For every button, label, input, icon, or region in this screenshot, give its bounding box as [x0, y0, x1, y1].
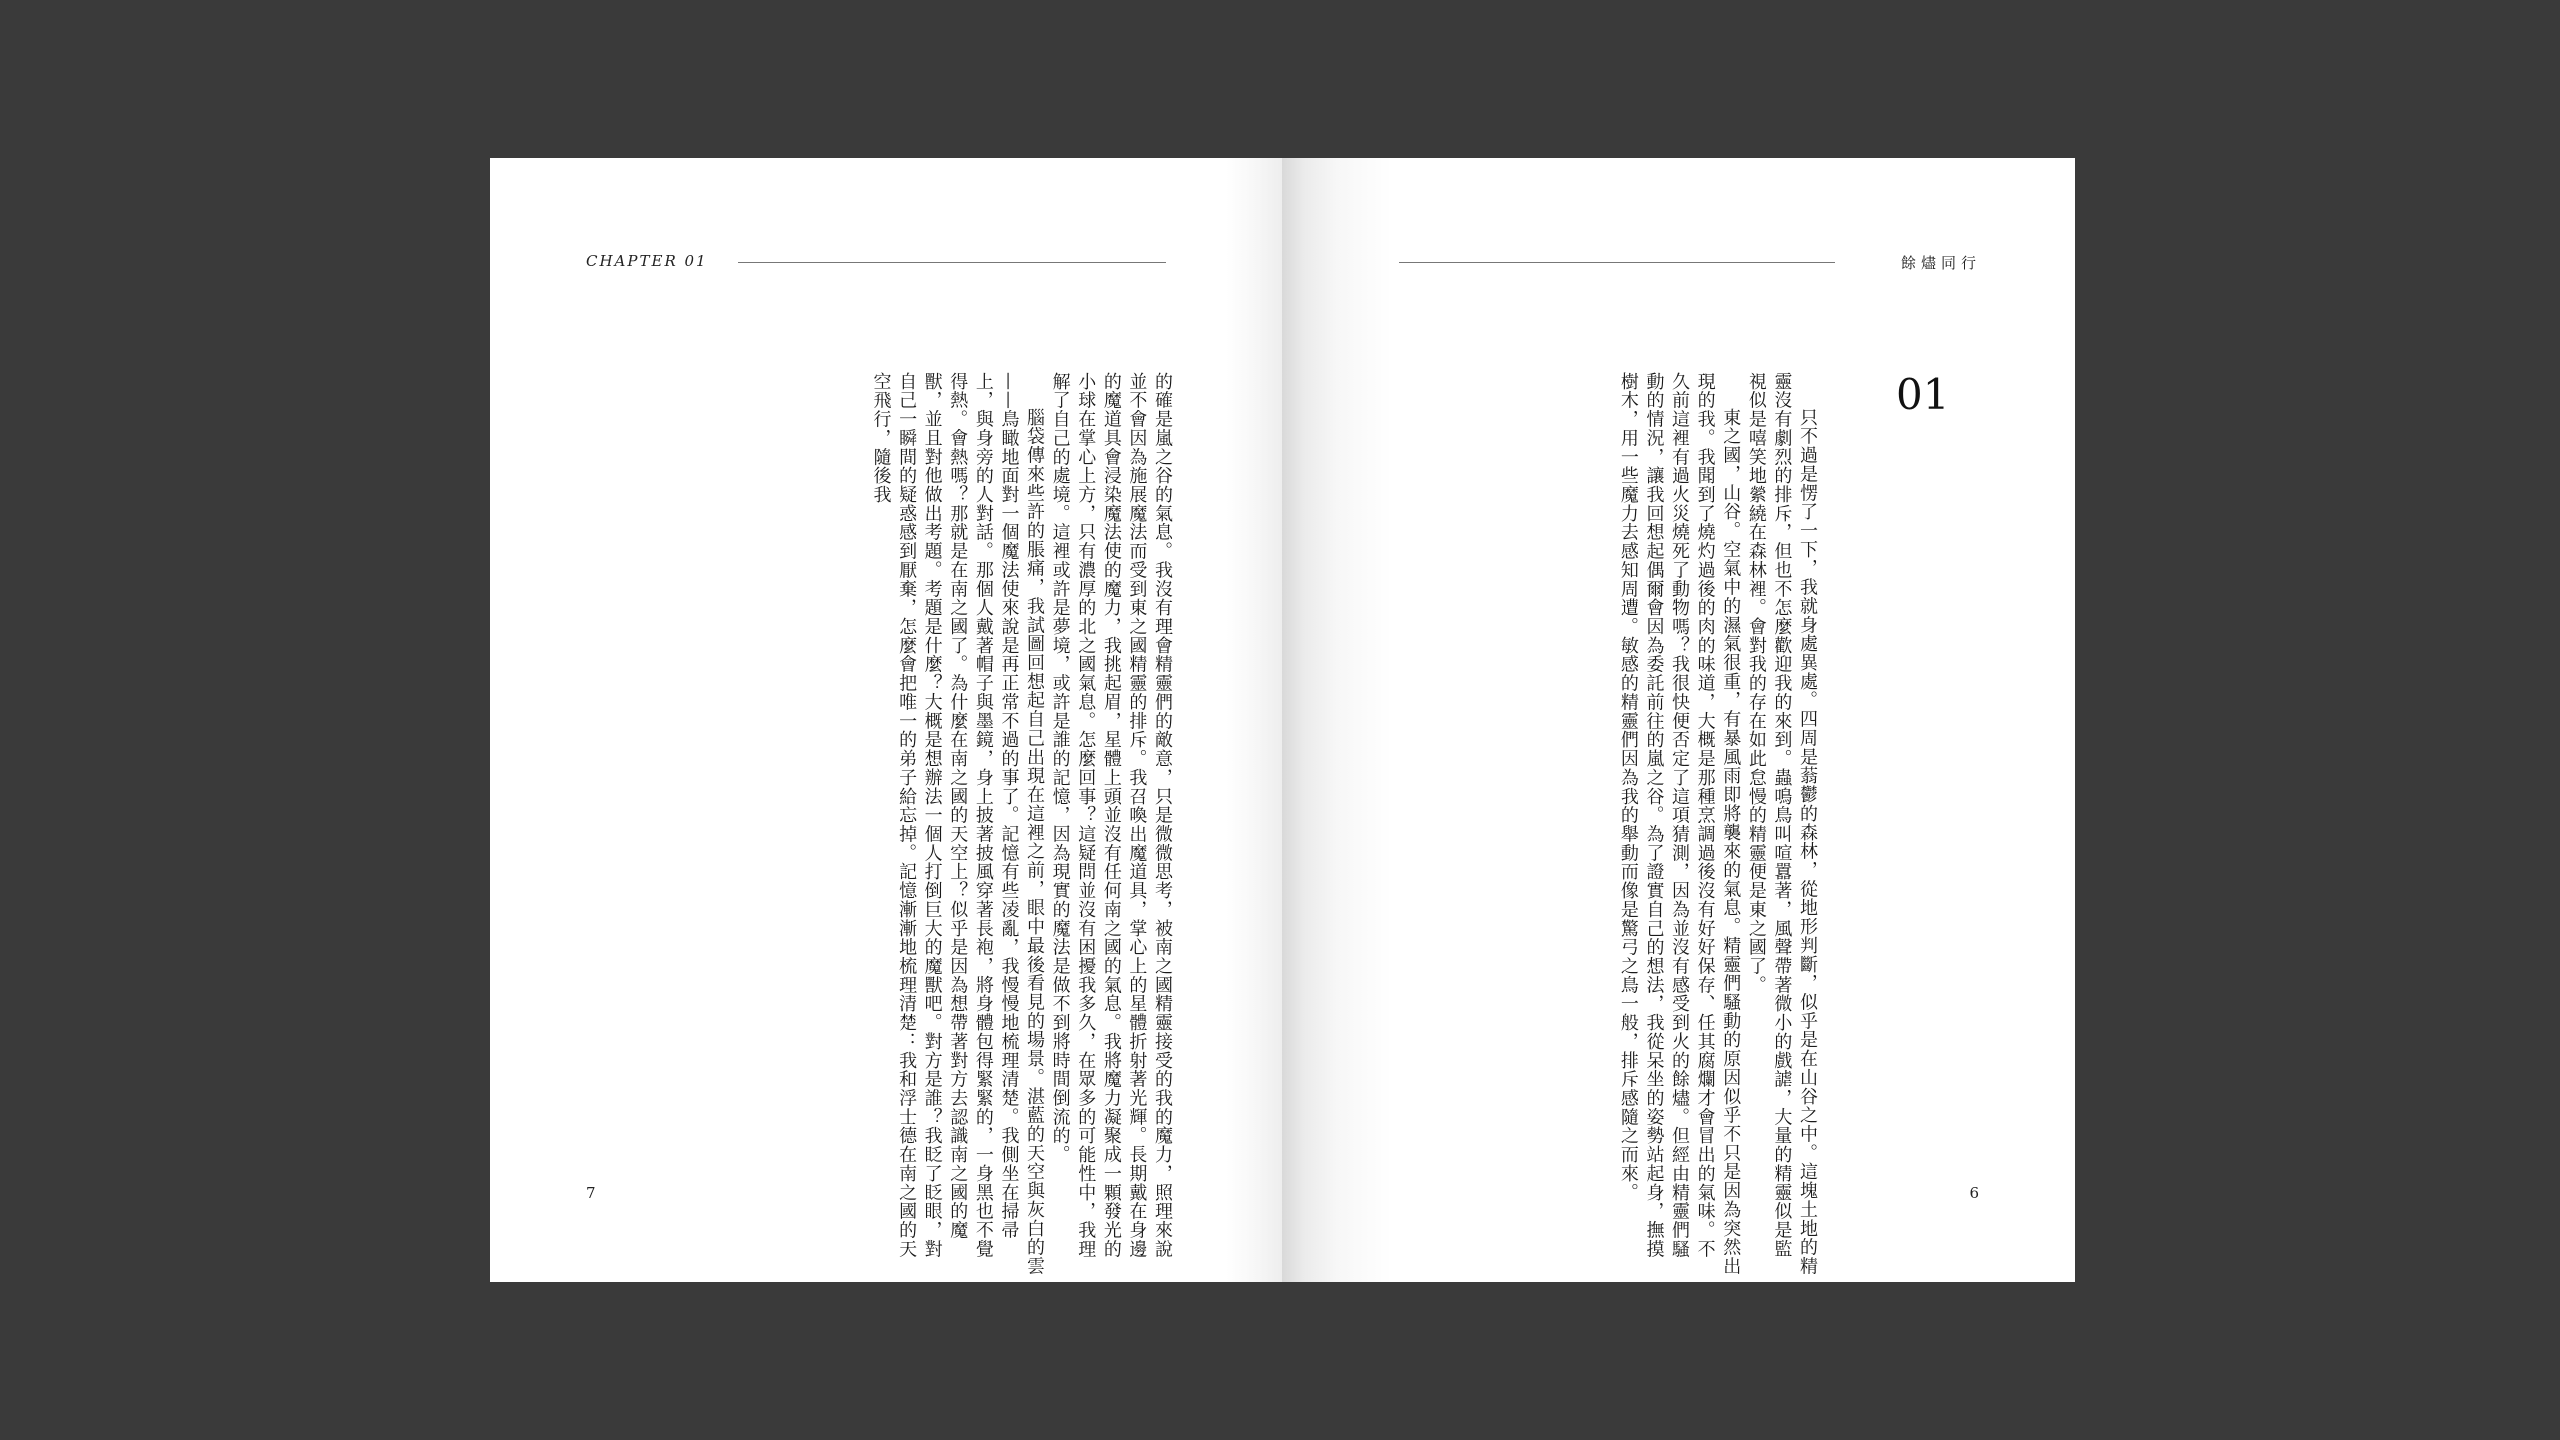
- page-number: 7: [586, 1184, 596, 1202]
- chapter-number: 01: [1896, 370, 1950, 419]
- right-page: [1282, 158, 2075, 1282]
- page-number: 6: [1969, 1184, 1979, 1202]
- book-title-running-head: 餘燼同行: [1900, 254, 1981, 272]
- body-text: [1460, 372, 1820, 1276]
- paragraph: 的確是嵐之谷的氣息。我沒有理會精靈們的敵意，只是微微思考，被南之國精靈接受的我的魔力，照理來說並不會因為施展魔法而受到東之國精靈的排斥。我召喚出魔道具，掌心上的星體折射著光輝。長期戴在身邊的魔道具會浸染魔法使的魔力，我挑起眉，星體上頭並沒有任何南之國的氣息。我將魔力凝聚成一顆發光的小球在掌心上方，只有濃厚的北之國氣息。怎麼回事？這疑問並沒有困擾我多久，在眾多的可能性中，我理解了自己的處境。這裡或許是夢境，或許是誰的記憶，因為現實的魔法是做不到將時間倒流的。: [1049, 372, 1173, 1259]
- chapter-running-head: CHAPTER 01: [586, 252, 708, 270]
- header-rule: [738, 262, 1166, 263]
- paragraph: 東之國，山谷。空氣中的濕氣很重，有暴風雨即將襲來的氣息。精靈們騷動的原因似乎不只是因為突然出現的我。我聞到了燒灼過後的肉的味道，大概是那種烹調過後沒有好好保存、任其腐爛才會冒出的氣味。不久前這裡有過火災燒死了動物嗎？我很快便否定了這項猜測，因為並沒有感受到火的餘燼。但經由精靈們騷動的情況，讓我回想起偶爾會因為委託前往的嵐之谷。為了證實自己的想法，我從呆坐的姿勢站起身，撫摸樹木，用一些魔力去感知周遭。敏感的精靈們因為我的舉動而像是驚弓之鳥一般，排斥感隨之而來。: [1617, 372, 1742, 1276]
- left-page: [490, 158, 1282, 1282]
- paragraph: 腦袋傳來些許的脹痛，我試圖回想起自己出現在這裡之前，眼中最後看見的場景。湛藍的天空與灰白的雲——鳥瞰地面對一個魔法使來說是再正常不過的事了。記憶有些凌亂，我慢慢地梳理清楚。我側坐在掃帚上，與身旁的人對話。那個人戴著帽子與墨鏡，身上披著披風穿著長袍，將身體包得緊緊的，一身黑也不覺得熱。會熱嗎？那就是在南之國了。為什麼在南之國的天空上？似乎是因為想帶著對方去認識南之國的魔獸，並且對他做出考題。考題是什麼？大概是想辦法一個人打倒巨大的魔獸吧。對方是誰？我眨了眨眼，對自己一瞬間的疑惑感到厭棄，怎麼會把唯一的弟子給忘掉。記憶漸漸地梳理清楚：我和浮士德在南之國的天空飛行，隨後我: [870, 372, 1046, 1276]
- header-rule: [1399, 262, 1835, 263]
- paragraph: 只不過是愣了一下，我就身處異處。四周是蓊鬱的森林，從地形判斷，似乎是在山谷之中。這塊土地的精靈沒有劇烈的排斥，但也不怎麼歡迎我的來到。蟲鳴鳥叫喧囂著，風聲帶著微小的戲謔，大量的精靈似是監視似是嘻笑地縈繞在森林裡。會對我的存在如此怠慢的精靈便是東之國了。: [1745, 372, 1818, 1276]
- body-text: [615, 372, 1175, 1276]
